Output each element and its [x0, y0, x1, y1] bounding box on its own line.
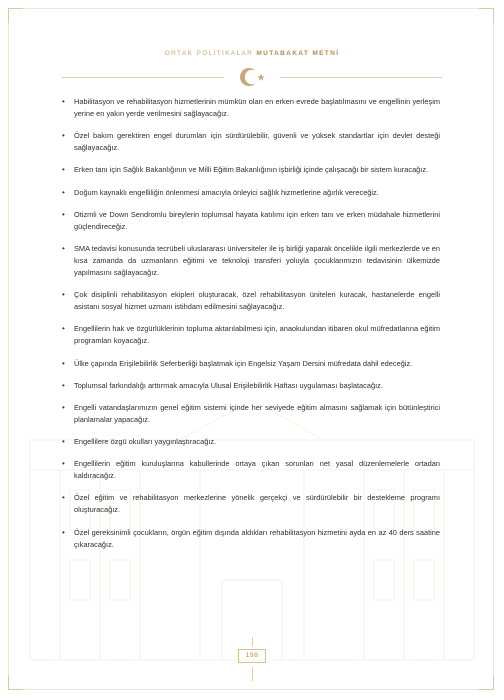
list-item: • Özel gereksinimli çocukların, örgün eğitim dışında aldıkları rehabilitasyon hizmetini ayda en az 40 ders saatine çıkaracağız.	[62, 527, 440, 551]
list-item: • Ülke çapında Erişilebilirlik Seferberliği başlatmak için Engelsiz Yaşam Dersini müfredata dahil edeceğiz.	[62, 358, 440, 370]
list-item: • Engellilerin eğitim kuruluşlarına kabullerinde ortaya çıkan sorunları net yasal düzenlemelerle ortadan kaldıracağız.	[62, 458, 440, 482]
page-footer	[0, 647, 504, 667]
corner-ornament	[8, 8, 23, 23]
list-item: • SMA tedavisi konusunda tecrübeli uluslararası üniversiteler ile iş birliği yaparak öncelikle ilgili merkezlerde ve en kısa zamanda da uzmanların eğitimi ve teknoloji transferi yoluyla çocuklarımızın tedavisinin ülkemizde yapılmasını sağlayacağız.	[62, 243, 440, 279]
list-item: • Çok disiplinli rehabilitasyon ekipleri oluşturacak, özel rehabilitasyon üniteleri kuracak, hastanelerde engelli asistanı sosyal hizmet uzmanı istihdam edilmesini sağlayacağız.	[62, 289, 440, 313]
corner-ornament	[479, 8, 494, 23]
header-title: MUTABAKAT METNİ	[256, 50, 340, 57]
page-number: 198	[238, 649, 266, 663]
bullet-list	[62, 96, 440, 561]
list-item: • Toplumsal farkındalığı arttırmak amacıyla Ulusal Erişilebilirlik Haftası uygulaması başlatacağız.	[62, 380, 440, 392]
divider-line	[62, 77, 224, 78]
crescent-star-icon	[232, 66, 272, 88]
header-divider	[62, 66, 442, 88]
list-item: • Özel eğitim ve rehabilitasyon merkezlerine yönelik gerçekçi ve sürdürülebilir bir destekleme programı oluşturacağız.	[62, 492, 440, 516]
header-prefix: ORTAK POLİTİKALAR	[164, 50, 254, 57]
list-item: • Özel bakım gerektiren engel durumları için sürdürülebilir, güvenli ve yüksek standartlar için devlet desteği sağlayacağız.	[62, 130, 440, 154]
list-item: • Engellilerin hak ve özgürlüklerinin topluma aktarılabilmesi için, anaokulundan itibaren okul müfredatlarına eğitim programları koyacağız.	[62, 323, 440, 347]
list-item: • Otizmli ve Down Sendromlu bireylerin toplumsal hayata katılımı için erken tanı ve erken müdahale hizmetlerini güçlendireceğiz.	[62, 209, 440, 233]
footer-line	[252, 667, 253, 681]
divider-line	[280, 77, 442, 78]
list-item: • Engelli vatandaşlarımızın genel eğitim sistemi içinde her seviyede eğitim almasını sağlamak için bütünleştirici planlamalar yapacağız.	[62, 402, 440, 426]
footer-line	[252, 637, 253, 647]
page-header	[0, 50, 504, 57]
list-item: • Doğum kaynaklı engelliliğin önlenmesi amacıyla önleyici sağlık hizmetlerine ağırlık vereceğiz.	[62, 187, 440, 199]
list-item: • Engellilere özgü okulları yaygınlaştıracağız.	[62, 436, 440, 448]
list-item: • Erken tanı için Sağlık Bakanlığının ve Milli Eğitim Bakanlığının işbirliği içinde çalışacağı bir sistem kuracağız.	[62, 164, 440, 176]
list-item: • Habilitasyon ve rehabilitasyon hizmetlerinin mümkün olan en erken evrede başlatılmasını ve engellinin yerleşim yerine en yakın yerde verilmesini sağlayacağız.	[62, 96, 440, 120]
